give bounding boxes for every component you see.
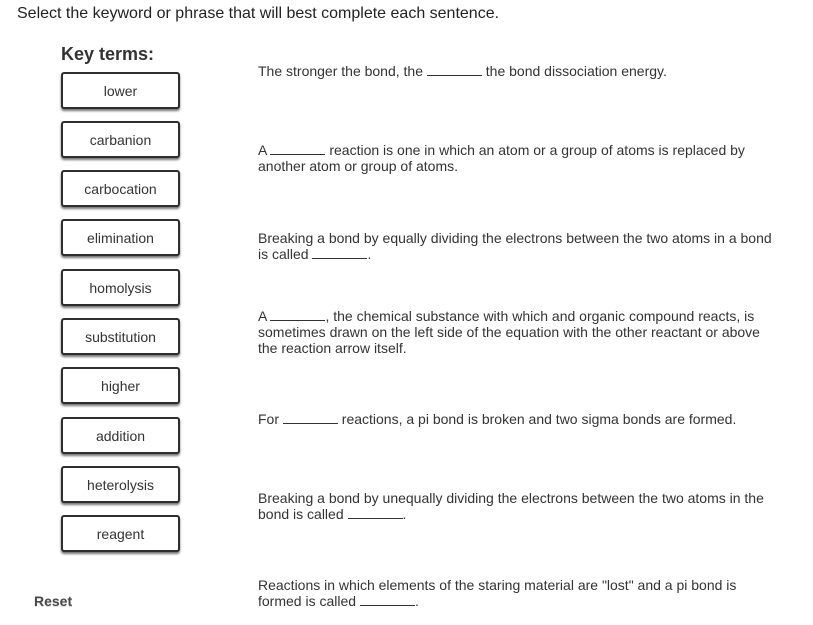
sentence-1-text-before: The stronger the bond, the (258, 63, 427, 79)
sentence-1-text-after: the bond dissociation energy. (481, 63, 667, 79)
sentence-1 (258, 63, 773, 79)
reset-button[interactable]: Reset (34, 593, 73, 609)
sentence-4-text-after: , the chemical substance with which and organic compound reacts, is sometimes drawn on the left side of the equation with the other reactant or above the reaction arrow itself. (258, 308, 760, 356)
instruction-text: Select the keyword or phrase that will best complete each sentence. (17, 5, 500, 22)
term-elimination[interactable]: elimination (61, 219, 180, 256)
sentence-5-text-before: For (258, 411, 283, 427)
sentence-3 (258, 230, 773, 262)
term-carbanion[interactable]: carbanion (61, 121, 180, 158)
sentence-2-blank[interactable] (270, 143, 325, 155)
term-higher[interactable]: higher (61, 367, 180, 404)
term-homolysis[interactable]: homolysis (61, 269, 180, 306)
sentence-5 (258, 411, 773, 427)
sentence-1-blank[interactable] (427, 64, 482, 76)
term-addition[interactable]: addition (61, 417, 180, 454)
sentence-6 (258, 490, 773, 522)
sentence-5-text-after: reactions, a pi bond is broken and two sigma bonds are formed. (337, 411, 737, 427)
sentence-3-text-after: . (367, 246, 372, 262)
sentence-7-text-before: Reactions in which elements of the staring material are "lost" and a pi bond is formed is called (258, 577, 737, 609)
sentence-4-text-before: A (258, 308, 271, 324)
term-carbocation[interactable]: carbocation (61, 170, 180, 207)
sentence-4-blank[interactable] (270, 309, 325, 321)
sentence-7 (258, 577, 773, 609)
sentence-4 (258, 308, 773, 356)
sentence-7-blank[interactable] (360, 594, 415, 606)
sentence-3-blank[interactable] (312, 247, 367, 259)
sentence-6-blank[interactable] (348, 507, 403, 519)
sentence-7-text-after: . (414, 593, 419, 609)
sentence-5-blank[interactable] (283, 412, 338, 424)
term-lower[interactable]: lower (61, 72, 180, 109)
sentence-2-text-before: A (258, 142, 271, 158)
sentence-3-text-before: Breaking a bond by equally dividing the electrons between the two atoms in a bond is called (258, 230, 772, 262)
sentence-2 (258, 142, 773, 174)
key-terms-heading: Key terms: (61, 44, 155, 64)
term-reagent[interactable]: reagent (61, 515, 180, 552)
term-heterolysis[interactable]: heterolysis (61, 466, 180, 503)
sentence-6-text-after: . (402, 506, 407, 522)
sentence-6-text-before: Breaking a bond by unequally dividing the electrons between the two atoms in the bond is called (258, 490, 764, 522)
sentence-2-text-after: reaction is one in which an atom or a group of atoms is replaced by another atom or group of atoms. (258, 142, 745, 174)
term-substitution[interactable]: substitution (61, 318, 180, 355)
